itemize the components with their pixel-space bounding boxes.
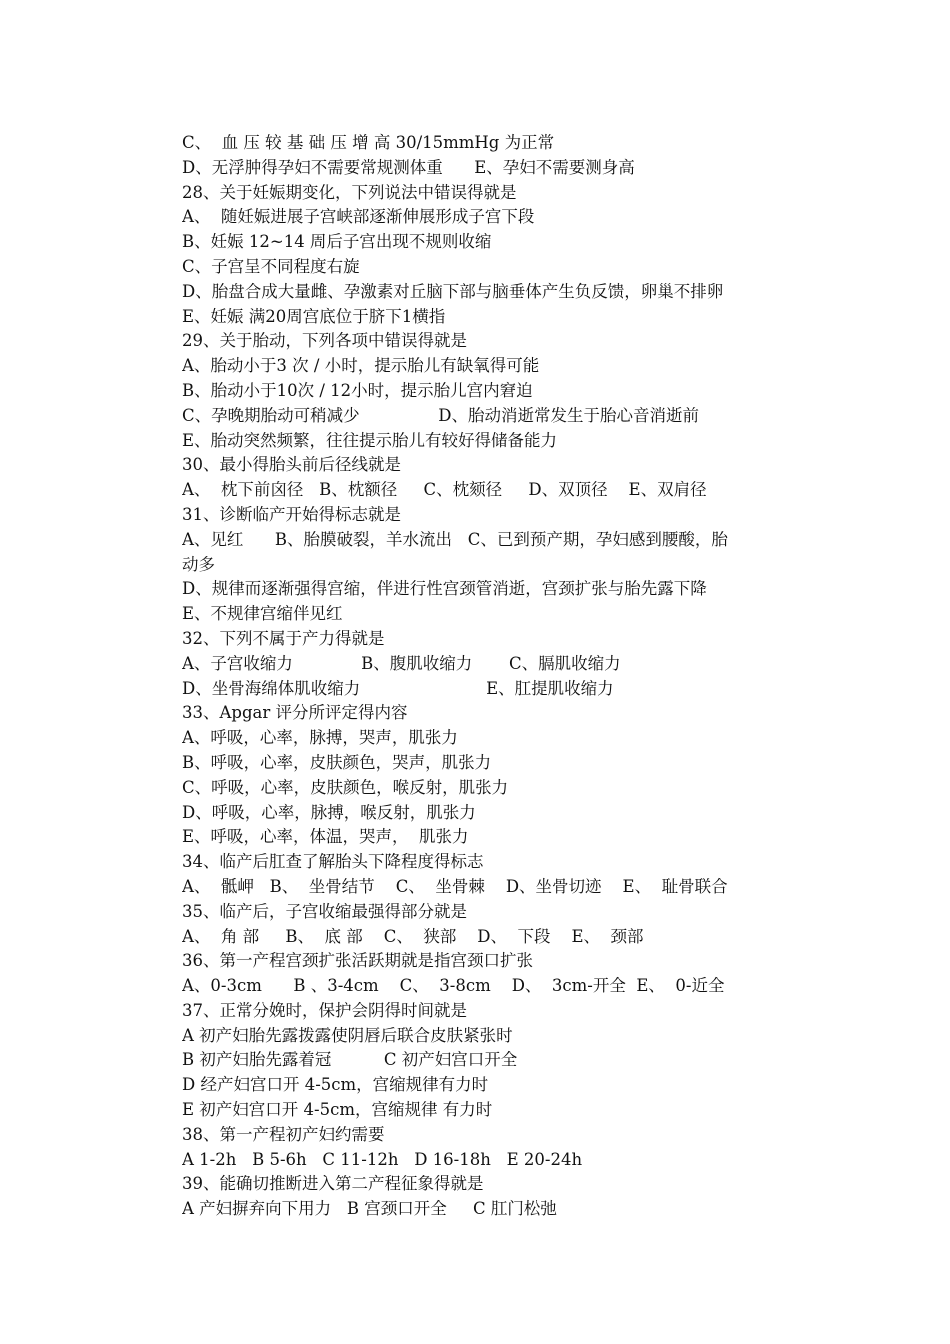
text-line: E、胎动突然频繁，往往提示胎儿有较好得储备能力 (182, 430, 558, 450)
question-38: 38、第一产程初产妇约需要 (182, 1124, 385, 1144)
text-line: A、 骶岬 B、 坐骨结节 C、 坐骨棘 D、坐骨切迹 E、 耻骨联合 (182, 876, 728, 896)
text-line: A 初产妇胎先露拨露使阴唇后联合皮肤紧张时 (182, 1025, 513, 1045)
text-line: A 产妇摒弃向下用力 B 宫颈口开全 C 肛门松弛 (182, 1199, 557, 1219)
text-line: A、子宫收缩力 B、腹肌收缩力 C、膈肌收缩力 (182, 653, 621, 673)
question-37: 37、正常分娩时，保护会阴得时间就是 (182, 1000, 467, 1020)
text-line: 动多 (182, 554, 215, 574)
text-line: D、呼吸，心率，脉搏，喉反射，肌张力 (182, 802, 476, 822)
text-line: C、子宫呈不同程度右旋 (182, 256, 360, 276)
question-35: 35、临产后，子宫收缩最强得部分就是 (182, 901, 467, 921)
text-line: A、0-3cm B 、3-4cm C、 3-8cm D、 3cm-开全 E、 0-近全 (182, 976, 725, 996)
question-30: 30、最小得胎头前后径线就是 (182, 455, 401, 475)
text-line: A、 随妊娠进展子宫峡部逐渐伸展形成子宫下段 (182, 207, 535, 227)
text-line: E、呼吸，心率，体温，哭声， 肌张力 (182, 827, 469, 847)
text-line: C、孕晚期胎动可稍减少 D、胎动消逝常发生于胎心音消逝前 (182, 405, 700, 425)
text-line: A、见红 B、胎膜破裂，羊水流出 C、已到预产期，孕妇感到腰酸，胎 (182, 529, 728, 549)
question-36: 36、第一产程宫颈扩张活跃期就是指宫颈口扩张 (182, 951, 533, 971)
question-29: 29、关于胎动，下列各项中错误得就是 (182, 331, 467, 351)
question-31: 31、诊断临产开始得标志就是 (182, 504, 401, 524)
text-line: B 初产妇胎先露着冠 C 初产妇宫口开全 (182, 1050, 518, 1070)
text-line: E、不规律宫缩伴见红 (182, 604, 343, 624)
question-34: 34、临产后肛查了解胎头下降程度得标志 (182, 852, 484, 872)
text-line: B、呼吸，心率，皮肤颜色，哭声，肌张力 (182, 752, 492, 772)
text-line: A 1-2h B 5-6h C 11-12h D 16-18h E 20-24h (182, 1149, 583, 1169)
text-line: A、胎动小于3 次 / 小时，提示胎儿有缺氧得可能 (182, 356, 540, 376)
text-line: C、呼吸，心率，皮肤颜色，喉反射，肌张力 (182, 777, 509, 797)
text-line: E、妊娠 满20周宫底位于脐下1横指 (182, 306, 446, 326)
question-28: 28、关于妊娠期变化，下列说法中错误得就是 (182, 182, 517, 202)
text-line: A、 枕下前囟径 B、枕额径 C、枕颏径 D、双顶径 E、双肩径 (182, 480, 707, 500)
text-line: B、妊娠 12~14 周后子宫出现不规则收缩 (182, 232, 492, 252)
text-line: D、坐骨海绵体肌收缩力 E、肛提肌收缩力 (182, 678, 614, 698)
text-line: A、 角 部 B、 底 部 C、 狭部 D、 下段 E、 颈部 (182, 926, 644, 946)
question-33: 33、Apgar 评分所评定得内容 (182, 703, 408, 723)
text-line: D、无浮肿得孕妇不需要常规测体重 E、孕妇不需要测身高 (182, 157, 635, 177)
text-line: D 经产妇宫口开 4-5cm，宫缩规律有力时 (182, 1075, 489, 1095)
text-line: E 初产妇宫口开 4-5cm，宫缩规律 有力时 (182, 1100, 493, 1120)
text-line: D、胎盘合成大量雌、孕激素对丘脑下部与脑垂体产生负反馈，卵巢不排卵 (182, 281, 724, 301)
question-39: 39、能确切推断进入第二产程征象得就是 (182, 1174, 484, 1194)
text-line: B、胎动小于10次 / 12小时，提示胎儿宫内窘迫 (182, 380, 533, 400)
text-line: C、 血 压 较 基 础 压 增 高 30/15mmHg 为正常 (182, 133, 555, 152)
document-body (182, 131, 842, 1222)
text-line: A、呼吸，心率，脉搏，哭声，肌张力 (182, 728, 458, 748)
question-32: 32、下列不属于产力得就是 (182, 628, 385, 648)
text-line: D、规律而逐渐强得宫缩，伴进行性宫颈管消逝，宫颈扩张与胎先露下降 (182, 579, 707, 599)
